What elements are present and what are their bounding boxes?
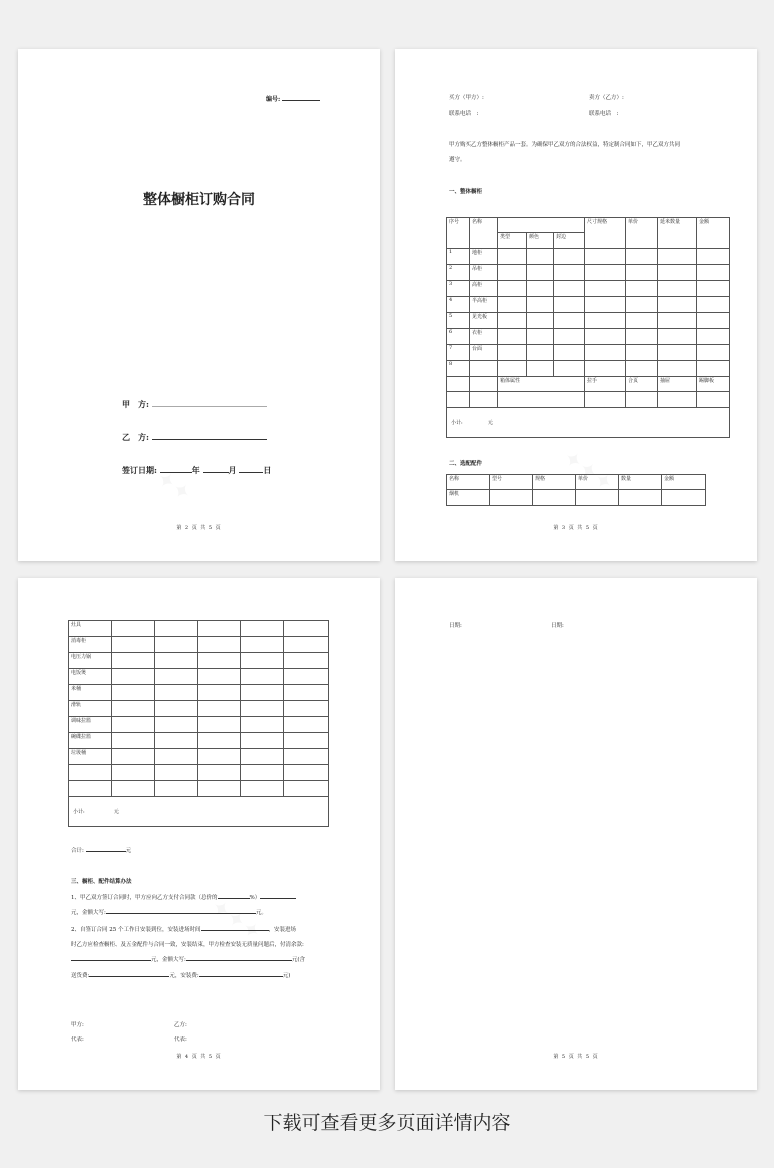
extra-header-cell: 箱体属性: [498, 377, 585, 392]
extra-header-cell: 踢脚板: [697, 377, 730, 392]
row-index: 1: [447, 249, 470, 265]
header-cell: 数量: [619, 475, 662, 490]
clause-1-line-1: [71, 893, 296, 901]
row-index: 4: [447, 297, 470, 313]
clause-text: ，安装进场: [268, 927, 297, 933]
page-footer: 第 2 页 共 5 页: [176, 525, 222, 531]
rep-b-label: 代表:: [174, 1037, 187, 1043]
clause-text: 2、自签订合同 25 个工作日安装到位，安装进场时间: [71, 927, 201, 933]
party-a-line: [122, 399, 267, 410]
subheader-cell: 类型: [498, 233, 527, 249]
row-name: 半高柜: [470, 297, 498, 313]
watermark: [206, 894, 266, 946]
row-index: 5: [447, 313, 470, 329]
row-index: 3: [447, 281, 470, 297]
table-row: [447, 313, 730, 329]
date-label-b: 日期:: [551, 623, 564, 629]
clause-text: 元，安装费:: [169, 973, 199, 979]
header-cell: 名称: [470, 218, 498, 249]
table-row: [447, 345, 730, 361]
buyer-label: 买方（甲方）:: [449, 95, 484, 101]
intro-line-2: 遵守。: [449, 157, 466, 163]
accessory-table-continued: [68, 620, 329, 827]
download-caption: 下载可查看更多页面详情内容: [263, 1112, 511, 1134]
party-a-sign-label: 甲方:: [71, 1022, 84, 1028]
contract-page-products: [395, 49, 757, 561]
seller-phone-label: 联系电话 :: [589, 111, 619, 117]
clause-text: 元): [282, 973, 291, 979]
blank: [199, 971, 283, 977]
clause-2-line-3: [71, 955, 305, 963]
contract-number: [266, 93, 320, 103]
subtotal-unit: 元: [113, 809, 119, 815]
subtotal-label: 小计:: [73, 809, 85, 815]
table-extra-header-row: [447, 377, 730, 392]
clause-2-line-4: [71, 971, 290, 979]
row-name: 电压力锅: [69, 653, 112, 669]
year-label: 年: [191, 465, 200, 475]
row-name: 高柜: [470, 281, 498, 297]
subtotal-unit: 元: [487, 420, 493, 426]
clause-text: 元，金额大写:: [151, 957, 186, 963]
date-label-a: 日期:: [449, 623, 462, 629]
table-row: [69, 765, 329, 781]
table-row: [69, 717, 329, 733]
section-2-title: 二、选配配件: [449, 461, 483, 467]
section-3-title: 三、橱柜、配件结算办法: [71, 879, 132, 885]
row-name: 碗碟拉篮: [69, 733, 112, 749]
contract-number-label: 编号:: [266, 96, 281, 103]
clause-text: 送货费:: [71, 973, 90, 979]
row-name: 台面: [470, 345, 498, 361]
contract-page-cover: [18, 49, 380, 561]
table-row: [69, 781, 329, 797]
contract-title: 整体橱柜订购合同: [143, 192, 255, 208]
table-row: [447, 281, 730, 297]
intro-line-1: 甲方购买乙方整体橱柜产品一套。为确保甲乙双方的合法权益，特定制合同如下，甲乙双方共同: [449, 142, 681, 148]
header-cell: 型号: [490, 475, 533, 490]
total-line: [71, 846, 131, 854]
page-footer: 第 5 页 共 5 页: [553, 1054, 599, 1060]
seller-label: 卖方（乙方）:: [589, 95, 624, 101]
row-name: 垃圾桶: [69, 749, 112, 765]
table-row: [447, 297, 730, 313]
row-name: 灶具: [69, 621, 112, 637]
table-row: [69, 653, 329, 669]
section-1-title: 一、整体橱柜: [449, 189, 483, 195]
sign-date-label: 签订日期:: [122, 465, 157, 475]
row-name: 地柜: [470, 249, 498, 265]
buyer-phone-label: 联系电话 :: [449, 111, 479, 117]
contract-page-dates: [395, 578, 757, 1090]
subtotal-label: 小计:: [451, 420, 463, 426]
contract-page-accessories: [18, 578, 380, 1090]
party-a-label: 甲 方:: [122, 399, 149, 409]
table-header-row: [447, 218, 730, 233]
row-name: 吊柜: [470, 265, 498, 281]
row-name: 米桶: [69, 685, 112, 701]
clause-text: 元。: [255, 910, 267, 916]
blank: [89, 971, 169, 977]
extra-header-cell: 合页: [626, 377, 658, 392]
header-cell: 序号: [447, 218, 470, 249]
table-row: [69, 701, 329, 717]
party-a-blank: [152, 399, 267, 407]
total-unit: 元: [125, 848, 132, 854]
extra-header-cell: 拉手: [585, 377, 626, 392]
month-label: 月: [228, 465, 237, 475]
subtotal-row: [447, 408, 730, 438]
table-row: [69, 749, 329, 765]
table-row: [69, 685, 329, 701]
cabinet-table: [446, 217, 730, 438]
page-footer: 第 3 页 共 5 页: [553, 525, 599, 531]
header-cell: 尺寸规格: [585, 218, 626, 249]
header-cell: 延米数量: [658, 218, 697, 249]
row-name: [69, 765, 112, 781]
table-row: [69, 733, 329, 749]
clause-text: 元，金额大写:: [71, 910, 106, 916]
month-blank: [203, 465, 229, 473]
clause-text: %）: [249, 895, 261, 901]
table-row: [447, 392, 730, 408]
row-index: 7: [447, 345, 470, 361]
row-name: [69, 781, 112, 797]
table-row: [447, 265, 730, 281]
header-cell: 名称: [447, 475, 490, 490]
table-row: [447, 361, 730, 377]
page-footer: 第 4 页 共 5 页: [176, 1054, 222, 1060]
row-name: 滑轨: [69, 701, 112, 717]
header-cell: 金额: [662, 475, 706, 490]
subheader-cell: 封边: [554, 233, 585, 249]
row-name: 电饭煲: [69, 669, 112, 685]
row-name: 烟机: [447, 490, 490, 506]
clause-text: 1、甲乙双方签订合同时，甲方应向乙方支付合同款（总价的: [71, 895, 218, 901]
table-row: [69, 669, 329, 685]
clause-2-line-2: 时乙方应检查橱柜、及五金配件与合同一致，安装结束，甲方检查安装无质量问题后，付清余款:: [71, 942, 304, 948]
row-name: 调味拉篮: [69, 717, 112, 733]
party-b-blank: [152, 432, 267, 440]
rep-a-label: 代表:: [71, 1037, 84, 1043]
table-row: [447, 249, 730, 265]
day-label: 日: [263, 465, 272, 475]
blank: [71, 955, 151, 961]
clause-text: 元(含: [291, 957, 306, 963]
day-blank: [239, 465, 263, 473]
table-row: [69, 637, 329, 653]
blank: [260, 893, 296, 899]
row-name: 衣柜: [470, 329, 498, 345]
header-cell: 单价: [626, 218, 658, 249]
watermark: [136, 455, 196, 507]
table-row: [447, 490, 706, 506]
header-cell: 金额: [697, 218, 730, 249]
party-b-sign-label: 乙方:: [174, 1022, 187, 1028]
row-index: 8: [447, 361, 470, 377]
row-name: 见光板: [470, 313, 498, 329]
header-cell: 单价: [576, 475, 619, 490]
header-cell: [498, 218, 585, 233]
row-index: 2: [447, 265, 470, 281]
blank: [186, 955, 292, 961]
party-b-label: 乙 方:: [122, 432, 149, 442]
subheader-cell: 颜色: [527, 233, 554, 249]
subtotal-row: [69, 797, 329, 827]
total-blank: [86, 846, 126, 852]
extra-header-cell: 抽屉: [658, 377, 697, 392]
row-index: 6: [447, 329, 470, 345]
party-b-line: [122, 432, 267, 443]
contract-number-blank: [282, 93, 320, 101]
header-cell: 规格: [533, 475, 576, 490]
table-row: [447, 329, 730, 345]
table-row: [69, 621, 329, 637]
row-name: [470, 361, 498, 377]
total-label: 合计:: [71, 848, 84, 854]
row-name: 消毒柜: [69, 637, 112, 653]
